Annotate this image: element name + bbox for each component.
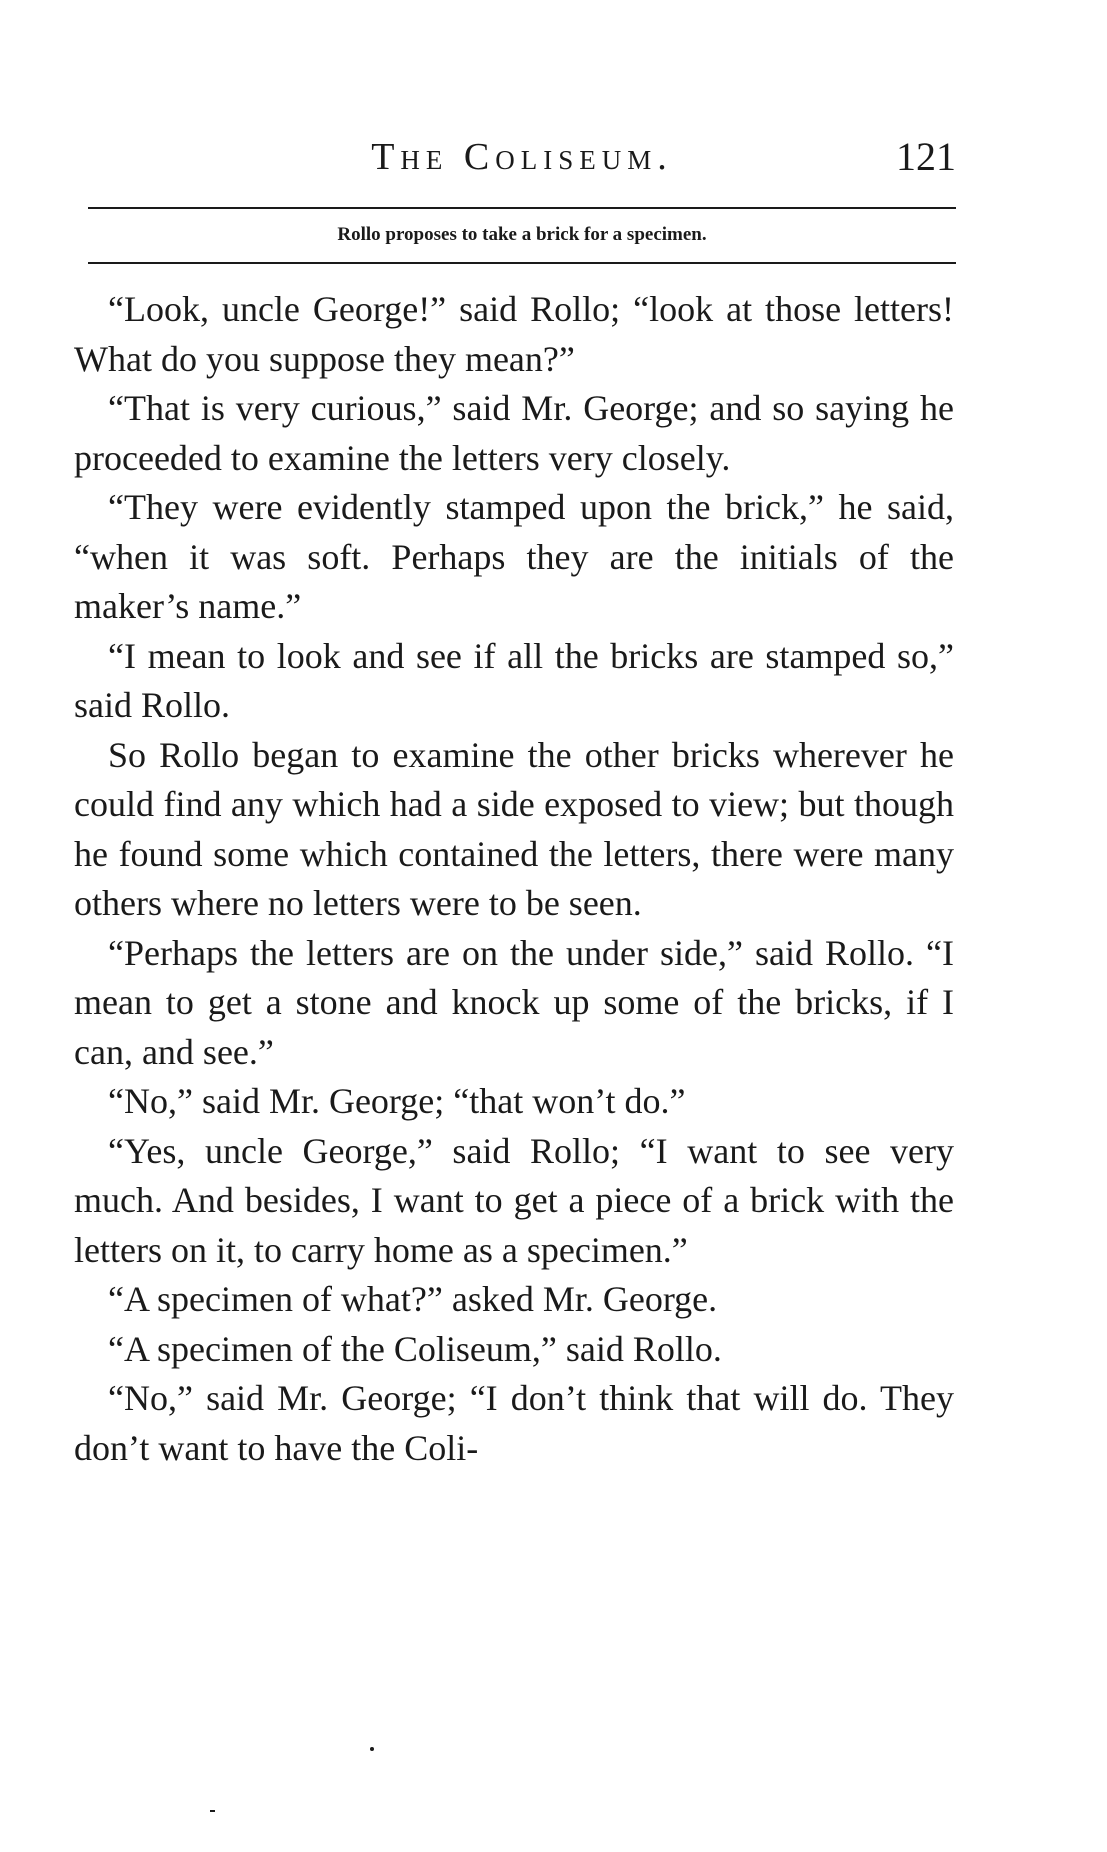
paragraph: “Perhaps the letters are on the under side,” said Rollo. “I mean to get a stone and knock up some of the bricks, if I can, and see.”: [74, 932, 954, 1072]
paragraph: “No,” said Mr. George; “I don’t think that will do. They don’t want to have the Coli-: [74, 1378, 954, 1468]
ink-speck: [210, 1810, 215, 1812]
header-rule-top: [88, 207, 956, 209]
page-number: 121: [896, 134, 956, 179]
page-header: [88, 132, 956, 182]
paragraph: “I mean to look and see if all the bricks are stamped so,” said Rollo.: [74, 635, 954, 725]
paragraph: “That is very curious,” said Mr. George; and so saying he proceeded to examine the letters very closely.: [74, 388, 954, 478]
header-rule-bottom: [88, 262, 956, 264]
paragraph: “They were evidently stamped upon the brick,” he said, “when it was soft. Perhaps they are the initials of the maker’s name.”: [74, 487, 954, 626]
paragraph: “A specimen of the Coliseum,” said Rollo.: [108, 1328, 722, 1369]
paragraph: “No,” said Mr. George; “that won’t do.”: [108, 1081, 686, 1121]
running-title: The Coliseum.: [371, 136, 673, 178]
paragraph: So Rollo began to examine the other bricks wherever he could find any which had a side exposed to view; but though he found some which contained the letters, there were many others where no letters were to be seen.: [74, 734, 954, 923]
ink-speck: [370, 1747, 374, 1751]
body-text: [74, 285, 954, 1473]
page-headline: Rollo proposes to take a brick for a specimen.: [337, 224, 707, 245]
paragraph: “Yes, uncle George,” said Rollo; “I want to see very much. And besides, I want to get a piece of a brick with the letters on it, to carry home as a specimen.”: [74, 1130, 954, 1270]
paragraph: “Look, uncle George!” said Rollo; “look at those letters! What do you suppose they mean?”: [74, 289, 954, 379]
paragraph: “A specimen of what?” asked Mr. George.: [108, 1279, 718, 1319]
